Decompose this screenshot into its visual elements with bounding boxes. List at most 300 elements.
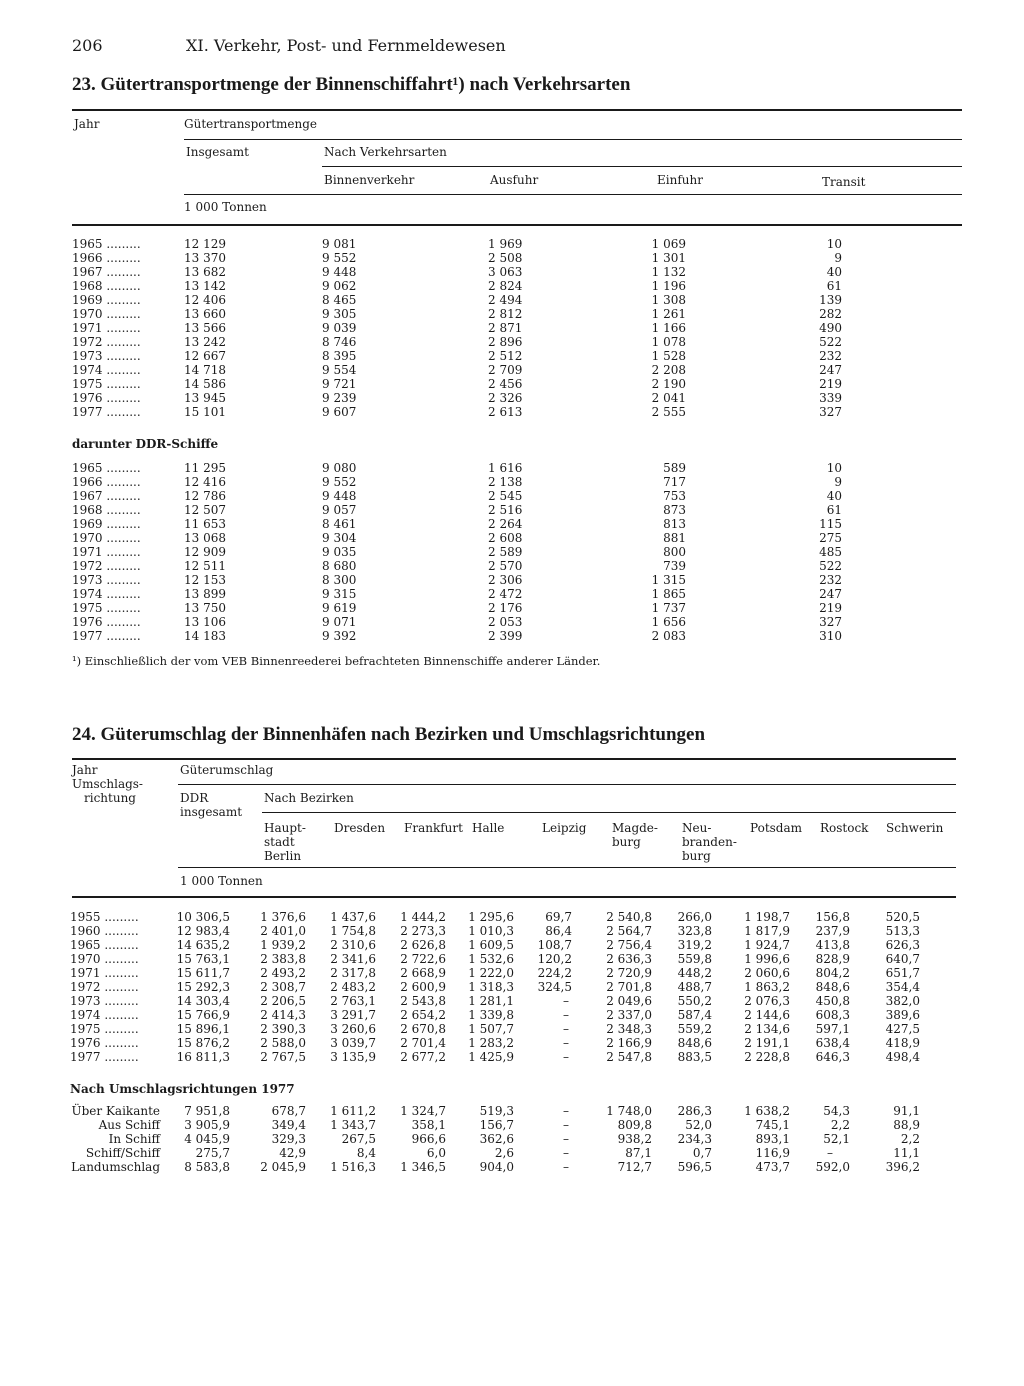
table-cell: 2 767,5 [260,1050,306,1064]
table-cell: 14 718 [184,363,226,377]
table-cell: 1 939,2 [260,938,306,952]
table-cell: 712,7 [617,1160,652,1174]
table-cell: 9 392 [322,629,357,643]
bezirk-header: Haupt- [264,821,306,835]
table-cell: 1 283,2 [468,1036,514,1050]
table-row-label: 1974 ......... [70,1008,139,1022]
table-cell: 2 871 [488,321,523,335]
table-cell: 1 261 [651,307,686,321]
table-row-label: 1975 ......... [72,377,141,391]
table-cell: 10 [826,237,842,251]
table-cell: 2 677,2 [400,1050,446,1064]
table-cell: 40 [826,265,842,279]
table-cell: 2 812 [488,307,523,321]
table-cell: 339 [819,391,842,405]
table-cell: 1 444,2 [400,910,446,924]
table-cell: 156,8 [815,910,850,924]
table-cell: 14 303,4 [176,994,230,1008]
table-cell: 275 [819,531,842,545]
table-cell: 608,3 [815,1008,850,1022]
table-cell: 2 341,6 [330,952,376,966]
table23-col-binnen: Binnenverkehr [324,173,415,187]
table-cell: 2 383,8 [260,952,306,966]
table-cell: 389,6 [885,1008,920,1022]
table-row-label: 1970 ......... [72,531,141,545]
table23-title: 23. Gütertransportmenge der Binnenschiffahrt¹) nach Verkehrsarten [72,74,631,95]
table-cell: 13 242 [184,335,226,349]
table-cell: 904,0 [479,1160,514,1174]
table-cell: 42,9 [279,1146,306,1160]
table-cell: 2 206,5 [260,994,306,1008]
table-cell: 2 348,3 [606,1022,652,1036]
table-cell: 2 045,9 [260,1160,306,1174]
table-cell: 13 106 [184,615,226,629]
table-cell: 938,2 [617,1132,652,1146]
table-cell: – [563,1118,569,1132]
table-cell: 329,3 [271,1132,306,1146]
table-cell: 1 315 [651,573,686,587]
table-cell: 2 134,6 [744,1022,790,1036]
table-cell: 2 076,3 [744,994,790,1008]
table-cell: 1 343,7 [330,1118,376,1132]
table-cell: 13 370 [184,251,226,265]
table-cell: 1 339,8 [468,1008,514,1022]
table-cell: 513,3 [885,924,920,938]
table-cell: 717 [663,475,686,489]
table-cell: 362,6 [479,1132,514,1146]
table-cell: 2,6 [494,1146,514,1160]
table-cell: – [563,994,569,1008]
table-cell: 115 [819,517,842,531]
table-cell: 358,1 [411,1118,446,1132]
table-cell: 14 586 [184,377,226,391]
table-cell: 266,0 [677,910,712,924]
table-cell: 520,5 [885,910,920,924]
table23-unit: 1 000 Tonnen [184,200,267,214]
table-cell: 626,3 [885,938,920,952]
table23-footnote: ¹) Einschließlich der vom VEB Binnenreederei befrachteten Binnenschiffe anderer Länder. [72,654,601,668]
table-cell: 1 737 [651,601,686,615]
table-cell: 14 635,2 [176,938,230,952]
table-row-label: 1977 ......... [72,405,141,419]
table23-rule-1 [184,139,962,140]
table23-top-rule [72,109,962,111]
table-cell: 310 [819,629,842,643]
table-cell: 13 660 [184,307,226,321]
table-cell: 1 308 [651,293,686,307]
table-cell: 91,1 [893,1104,920,1118]
table-cell: 448,2 [677,966,712,980]
table-cell: 2 390,3 [260,1022,306,1036]
table-cell: 1 281,1 [468,994,514,1008]
table-cell: 2 317,8 [330,966,376,980]
table-cell: 2 190 [651,377,686,391]
table-cell: 2 720,9 [606,966,652,980]
table-cell: 354,4 [885,980,920,994]
table-cell: 2 138 [488,475,523,489]
table24-col-ddr2: insgesamt [180,805,243,819]
table-cell: 2,2 [900,1132,920,1146]
bezirk-header: Magde- [612,821,658,835]
table-cell: 3 291,7 [330,1008,376,1022]
table-cell: – [563,1132,569,1146]
table-cell: 559,2 [677,1022,712,1036]
table-cell: 2 613 [488,405,523,419]
table-cell: 3 260,6 [330,1022,376,1036]
table-row-label: 1970 ......... [70,952,139,966]
table-cell: 522 [819,335,842,349]
table-cell: 800 [663,545,686,559]
table-cell: 1 863,2 [744,980,790,994]
table-cell: 2 608 [488,531,523,545]
table-cell: 40 [826,489,842,503]
table23-col-gueter: Gütertransportmenge [184,117,318,131]
table-cell: 9 305 [322,307,357,321]
table-cell: 1 069 [651,237,686,251]
table-cell: 382,0 [885,994,920,1008]
table-cell: 319,2 [677,938,712,952]
table-cell: 8 461 [322,517,357,531]
table-cell: 2 701,8 [606,980,652,994]
bezirk-header: Dresden [334,821,386,835]
table-cell: 2 508 [488,251,523,265]
table-cell: 2 824 [488,279,523,293]
table-cell: 12 406 [184,293,226,307]
table23-col-einfuhr: Einfuhr [657,173,703,187]
table-cell: 9 [834,475,842,489]
table-cell: 11 653 [184,517,226,531]
table-cell: 9 071 [322,615,357,629]
table-row-label: 1972 ......... [70,980,139,994]
table-cell: 2 570 [488,559,523,573]
table-cell: 1 638,2 [744,1104,790,1118]
table-cell: 1 132 [651,265,686,279]
table-cell: 638,4 [815,1036,850,1050]
table-row-label: 1974 ......... [72,363,141,377]
table-cell: 9 080 [322,461,357,475]
table-cell: 156,7 [479,1118,514,1132]
table-cell: 1 295,6 [468,910,514,924]
table-cell: 9 081 [322,237,357,251]
table-cell: 646,3 [815,1050,850,1064]
table-cell: – [563,1008,569,1022]
table-cell: 2 494 [488,293,523,307]
table-cell: 9 [834,251,842,265]
table-cell: 2 540,8 [606,910,652,924]
table-cell: 2 670,8 [400,1022,446,1036]
table24-col-nach: Nach Bezirken [264,791,354,805]
table-row-label: 1968 ......... [72,503,141,517]
bezirk-header: Potsdam [750,821,803,835]
table-row-label: 1973 ......... [72,349,141,363]
table-cell: – [827,1146,833,1160]
table-cell: 286,3 [677,1104,712,1118]
table-row-label: 1968 ......... [72,279,141,293]
table-cell: 2 483,2 [330,980,376,994]
table-cell: 88,9 [893,1118,920,1132]
bezirk-header: branden- [682,835,737,849]
table-cell: – [563,1104,569,1118]
chapter-title: XI. Verkehr, Post- und Fernmeldewesen [186,36,506,55]
table-cell: 52,1 [823,1132,850,1146]
table-cell: 7 951,8 [184,1104,230,1118]
table-cell: 327 [819,405,842,419]
table-row-label: Aus Schiff [98,1118,160,1132]
table-cell: – [563,1160,569,1174]
table-cell: 1 924,7 [744,938,790,952]
table-cell: 11,1 [893,1146,920,1160]
table-cell: 2 600,9 [400,980,446,994]
table-row-label: 1967 ......... [72,265,141,279]
table-cell: 597,1 [815,1022,850,1036]
table24-col-gueter: Güterumschlag [180,763,274,777]
table-cell: 2 547,8 [606,1050,652,1064]
table-cell: 8 680 [322,559,357,573]
table-cell: 745,1 [755,1118,790,1132]
table-cell: 418,9 [885,1036,920,1050]
table-cell: – [563,1050,569,1064]
table-cell: 2 543,8 [400,994,446,1008]
table-cell: 15 101 [184,405,226,419]
table-cell: 13 899 [184,587,226,601]
table-cell: 2 083 [651,629,686,643]
table-cell: 13 945 [184,391,226,405]
table-cell: 13 682 [184,265,226,279]
table-cell: 9 057 [322,503,357,517]
table-cell: 2 166,9 [606,1036,652,1050]
table-cell: 8 465 [322,293,357,307]
table-cell: 3 063 [488,265,523,279]
table-cell: 473,7 [755,1160,790,1174]
table23-col-nach: Nach Verkehrsarten [324,145,447,159]
table-cell: 813 [663,517,686,531]
table-cell: 2 654,2 [400,1008,446,1022]
table-cell: 2 756,4 [606,938,652,952]
table-cell: 966,6 [411,1132,446,1146]
bezirk-header: Halle [472,821,505,835]
bezirk-header: burg [612,835,641,849]
table-cell: 237,9 [815,924,850,938]
table-cell: 2 310,6 [330,938,376,952]
table-cell: 450,8 [815,994,850,1008]
table-row-label: In Schiff [108,1132,160,1146]
table-cell: 1 376,6 [260,910,306,924]
table-cell: 2 049,6 [606,994,652,1008]
bezirk-header: stadt [264,835,295,849]
table-row-label: 1973 ......... [72,573,141,587]
table-cell: 592,0 [815,1160,850,1174]
table-cell: 1 301 [651,251,686,265]
table-cell: 2 545 [488,489,523,503]
table-cell: 2 668,9 [400,966,446,980]
table-cell: 2 626,8 [400,938,446,952]
table-cell: 2 191,1 [744,1036,790,1050]
table-row-label: 1971 ......... [70,966,139,980]
table-row-label: Landumschlag [71,1160,160,1174]
table-row-label: 1974 ......... [72,587,141,601]
table-cell: 1 532,6 [468,952,514,966]
table-row-label: 1972 ......... [72,335,141,349]
table-cell: 2 896 [488,335,523,349]
table-row-label: 1969 ......... [72,293,141,307]
table-cell: 2 763,1 [330,994,376,1008]
table24-col-richtung: Umschlags- [72,777,143,791]
bezirk-header: Neu- [682,821,712,835]
table-cell: 828,9 [815,952,850,966]
table-cell: 9 721 [322,377,357,391]
table-row-label: Schiff/Schiff [85,1146,160,1160]
table-cell: 12 153 [184,573,226,587]
table-cell: 12 909 [184,545,226,559]
bezirk-header: burg [682,849,711,863]
table-cell: 2 401,0 [260,924,306,938]
table-cell: 8 300 [322,573,357,587]
table23-col-insgesamt: Insgesamt [186,145,249,159]
table24-rule-1 [178,784,956,785]
table-cell: 3 135,9 [330,1050,376,1064]
table-cell: 282 [819,307,842,321]
table-cell: – [563,1022,569,1036]
table-cell: 1 222,0 [468,966,514,980]
table-cell: 2 264 [488,517,523,531]
table-cell: 1 996,6 [744,952,790,966]
table-cell: 1 324,7 [400,1104,446,1118]
table-cell: 61 [826,279,842,293]
table-row-label: 1965 ......... [70,938,139,952]
table-cell: 2 709 [488,363,523,377]
table-cell: 2 588,0 [260,1036,306,1050]
table-cell: 232 [819,573,842,587]
table-cell: 1 196 [651,279,686,293]
table-cell: 883,5 [677,1050,712,1064]
table-cell: 139 [819,293,842,307]
table-cell: 2 228,8 [744,1050,790,1064]
table-cell: 873 [663,503,686,517]
table-row-label: 1970 ......... [72,307,141,321]
table-row-label: 1967 ......... [72,489,141,503]
table-cell: 9 039 [322,321,357,335]
table-cell: 219 [819,601,842,615]
table-cell: 219 [819,377,842,391]
table-cell: 232 [819,349,842,363]
table-cell: 247 [819,587,842,601]
table-cell: 8 583,8 [184,1160,230,1174]
table-cell: 1 437,6 [330,910,376,924]
table-cell: 15 611,7 [176,966,230,980]
table-cell: 54,3 [823,1104,850,1118]
table-cell: 12 507 [184,503,226,517]
table-cell: 275,7 [195,1146,230,1160]
table-cell: 559,8 [677,952,712,966]
table-cell: 12 667 [184,349,226,363]
table-row-label: 1971 ......... [72,545,141,559]
table-cell: 1 507,7 [468,1022,514,1036]
table-cell: – [563,1036,569,1050]
table-cell: 2,2 [830,1118,850,1132]
table-cell: 2 512 [488,349,523,363]
table-cell: 10 306,5 [176,910,230,924]
table-cell: 12 416 [184,475,226,489]
table-cell: 120,2 [537,952,572,966]
table23-col-transit: Transit [822,175,866,189]
table-row-label: 1966 ......... [72,251,141,265]
table-row-label: 1975 ......... [72,601,141,615]
table-cell: 9 448 [322,265,357,279]
table-cell: 116,9 [755,1146,790,1160]
table-row-label: 1971 ......... [72,321,141,335]
table-cell: 589 [663,461,686,475]
table-cell: 2 636,3 [606,952,652,966]
table-cell: – [563,1146,569,1160]
table-row-label: Über Kaikante [71,1104,160,1118]
table24-col-jahr: Jahr [72,763,98,777]
table-cell: 1 318,3 [468,980,514,994]
table-cell: 413,8 [815,938,850,952]
table-row-label: 1969 ......... [72,517,141,531]
table-cell: 485 [819,545,842,559]
table-cell: 9 607 [322,405,357,419]
table24-rule-2 [262,812,956,813]
table-cell: 2 493,2 [260,966,306,980]
table-cell: 2 555 [651,405,686,419]
table-cell: 12 129 [184,237,226,251]
table-cell: 87,1 [625,1146,652,1160]
table-cell: 1 656 [651,615,686,629]
table-cell: 1 346,5 [400,1160,446,1174]
table-cell: 2 456 [488,377,523,391]
table-cell: 86,4 [545,924,572,938]
table24-unit: 1 000 Tonnen [180,874,263,888]
table-row-label: 1973 ......... [70,994,139,1008]
table-cell: 848,6 [815,980,850,994]
table-cell: 2 144,6 [744,1008,790,1022]
table-cell: 1 817,9 [744,924,790,938]
table-cell: 753 [663,489,686,503]
table-cell: 678,7 [271,1104,306,1118]
table-cell: 349,4 [271,1118,306,1132]
table23-rule-2 [322,166,962,167]
table-cell: 9 315 [322,587,357,601]
table-cell: 2 053 [488,615,523,629]
table-cell: 9 554 [322,363,357,377]
table-cell: 550,2 [677,994,712,1008]
table-cell: 498,4 [885,1050,920,1064]
table-row-label: 1972 ......... [72,559,141,573]
table-cell: 1 166 [651,321,686,335]
table-cell: 15 292,3 [176,980,230,994]
table-cell: 8 746 [322,335,357,349]
table-cell: 52,0 [685,1118,712,1132]
table-cell: 2 414,3 [260,1008,306,1022]
table-cell: 267,5 [341,1132,376,1146]
table24-header-rule [72,896,956,898]
table-cell: 1 078 [651,335,686,349]
table-cell: 9 304 [322,531,357,545]
table-cell: 15 763,1 [176,952,230,966]
table-cell: 14 183 [184,629,226,643]
table-cell: 108,7 [537,938,572,952]
bezirk-header: Leipzig [542,821,587,835]
table-cell: 9 035 [322,545,357,559]
table-cell: 2 308,7 [260,980,306,994]
table-cell: 9 448 [322,489,357,503]
table24-col-richtung2: richtung [84,791,136,805]
table24-title: 24. Güterumschlag der Binnenhäfen nach Bezirken und Umschlagsrichtungen [72,724,706,745]
table-cell: 396,2 [885,1160,920,1174]
table-cell: 640,7 [885,952,920,966]
table-row-label: 1960 ......... [70,924,139,938]
table-cell: 15 766,9 [176,1008,230,1022]
